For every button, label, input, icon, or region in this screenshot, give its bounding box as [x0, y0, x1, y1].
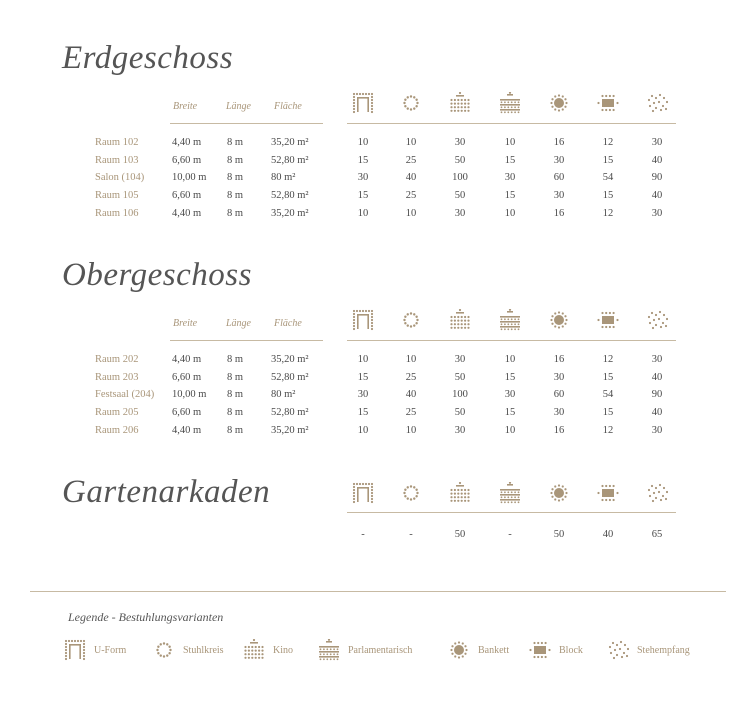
capacity-value: 10	[405, 208, 417, 219]
capacity-value: 25	[405, 190, 417, 201]
room-name: Raum 105	[95, 190, 139, 201]
room-area: 80 m²	[271, 172, 296, 183]
room-width: 4,40 m	[172, 354, 202, 365]
column-header-breite: Breite	[173, 318, 198, 329]
stuhlkreis-icon	[400, 482, 422, 508]
capacity-value: 15	[357, 372, 369, 383]
capacity-value: 10	[357, 208, 369, 219]
room-length: 8 m	[227, 389, 244, 400]
kino-icon	[449, 309, 471, 335]
room-area: 35,20 m²	[271, 208, 309, 219]
bankett-icon	[548, 92, 570, 118]
legend-label: Stehempfang	[637, 644, 690, 656]
room-area: 52,80 m²	[271, 155, 309, 166]
capacity-value: 25	[405, 155, 417, 166]
capacity-value: 40	[651, 155, 663, 166]
capacity-value: 12	[602, 208, 614, 219]
capacity-value: 30	[454, 208, 466, 219]
capacity-value: 50	[454, 407, 466, 418]
capacity-value: 30	[504, 389, 516, 400]
parlamentarisch-icon	[499, 482, 521, 508]
capacity-value: 60	[553, 172, 565, 183]
capacity-value: 30	[651, 137, 663, 148]
capacity-value: 100	[452, 389, 468, 400]
legend-item-u-form	[64, 640, 126, 660]
capacity-value: 30	[553, 372, 565, 383]
capacity-value: 65	[651, 529, 663, 540]
room-length: 8 m	[227, 425, 244, 436]
room-name: Festsaal (204)	[95, 389, 155, 400]
room-name: Raum 205	[95, 407, 139, 418]
capacity-value: 40	[602, 529, 614, 540]
capacity-value: 10	[357, 137, 369, 148]
u-form-icon	[352, 482, 374, 508]
capacity-value: 10	[504, 137, 516, 148]
capacity-value: 30	[553, 407, 565, 418]
room-width: 10,00 m	[172, 389, 207, 400]
capacity-value: 16	[553, 425, 565, 436]
kino-icon	[243, 639, 265, 661]
capacity-value: 15	[357, 155, 369, 166]
header-rule-right	[347, 512, 676, 513]
legend-divider	[30, 591, 726, 592]
capacity-value: 10	[405, 425, 417, 436]
capacity-value: 30	[651, 354, 663, 365]
u-form-icon	[352, 309, 374, 335]
capacity-value: 30	[454, 354, 466, 365]
capacity-value: 15	[357, 407, 369, 418]
room-name: Raum 102	[95, 137, 139, 148]
room-length: 8 m	[227, 208, 244, 219]
capacity-value: 16	[553, 137, 565, 148]
capacity-value: 12	[602, 425, 614, 436]
capacity-value: 50	[454, 190, 466, 201]
capacity-value: 15	[357, 190, 369, 201]
capacity-value: 30	[454, 137, 466, 148]
capacity-value: 30	[651, 425, 663, 436]
room-width: 6,60 m	[172, 155, 202, 166]
stehempfang-icon	[607, 639, 629, 661]
room-name: Raum 206	[95, 425, 139, 436]
capacity-value: 15	[602, 155, 614, 166]
column-header-laenge: Länge	[226, 318, 251, 329]
capacity-value: 40	[651, 372, 663, 383]
room-name: Raum 106	[95, 208, 139, 219]
legend-label: Kino	[273, 644, 293, 656]
section-title: Obergeschoss	[62, 257, 252, 293]
parlamentarisch-icon	[499, 309, 521, 335]
legend-label: Parlamentarisch	[348, 644, 413, 656]
legend-item-kino	[243, 640, 293, 660]
capacity-value: 15	[504, 407, 516, 418]
capacity-value: 90	[651, 389, 663, 400]
legend-item-stehempfang	[607, 640, 690, 660]
capacity-value: 12	[602, 354, 614, 365]
capacity-value: 10	[357, 354, 369, 365]
room-length: 8 m	[227, 155, 244, 166]
room-length: 8 m	[227, 190, 244, 201]
capacity-value: 10	[504, 425, 516, 436]
capacity-value: 40	[405, 172, 417, 183]
section-title: Gartenarkaden	[62, 474, 271, 510]
capacity-value: 30	[553, 190, 565, 201]
capacity-value: 10	[504, 208, 516, 219]
legend-item-block	[529, 640, 583, 660]
capacity-value: 40	[405, 389, 417, 400]
room-width: 6,60 m	[172, 372, 202, 383]
room-name: Raum 202	[95, 354, 139, 365]
capacity-value: 40	[651, 190, 663, 201]
kino-icon	[449, 92, 471, 118]
legend-item-stuhlkreis	[153, 640, 224, 660]
capacity-value: 54	[602, 172, 614, 183]
capacity-value: 30	[357, 172, 369, 183]
legend-label: Bankett	[478, 644, 510, 656]
column-header-laenge: Länge	[226, 101, 251, 112]
capacity-value: 40	[651, 407, 663, 418]
capacity-value: 50	[454, 529, 466, 540]
room-length: 8 m	[227, 137, 244, 148]
stuhlkreis-icon	[400, 92, 422, 118]
capacity-value: 50	[454, 372, 466, 383]
stehempfang-icon	[646, 92, 668, 118]
capacity-value: 25	[405, 407, 417, 418]
capacity-value: 30	[651, 208, 663, 219]
room-width: 6,60 m	[172, 190, 202, 201]
capacity-value: 100	[452, 172, 468, 183]
parlamentarisch-icon	[499, 92, 521, 118]
capacity-value: 15	[602, 190, 614, 201]
capacity-value: 15	[504, 190, 516, 201]
block-icon	[597, 309, 619, 335]
room-area: 52,80 m²	[271, 372, 309, 383]
stuhlkreis-icon	[400, 309, 422, 335]
capacity-value: 30	[357, 389, 369, 400]
capacity-value: -	[361, 529, 365, 540]
block-icon	[597, 92, 619, 118]
legend-label: Block	[559, 644, 583, 656]
column-header-flaeche: Fläche	[274, 318, 302, 329]
capacity-value: 10	[357, 425, 369, 436]
parlamentarisch-icon	[318, 639, 340, 661]
capacity-value: 10	[405, 137, 417, 148]
room-area: 52,80 m²	[271, 407, 309, 418]
section-title: Erdgeschoss	[62, 40, 234, 76]
u-form-icon	[352, 92, 374, 118]
legend-item-bankett	[448, 640, 509, 660]
capacity-value: 10	[504, 354, 516, 365]
capacity-value: 30	[553, 155, 565, 166]
room-area: 35,20 m²	[271, 354, 309, 365]
capacity-value: 16	[553, 354, 565, 365]
room-length: 8 m	[227, 372, 244, 383]
capacity-value: 10	[405, 354, 417, 365]
capacity-value: 15	[602, 372, 614, 383]
room-length: 8 m	[227, 407, 244, 418]
column-header-breite: Breite	[173, 101, 198, 112]
room-area: 35,20 m²	[271, 425, 309, 436]
room-name: Raum 203	[95, 372, 139, 383]
room-area: 35,20 m²	[271, 137, 309, 148]
room-length: 8 m	[227, 172, 244, 183]
capacity-value: 15	[504, 372, 516, 383]
capacity-value: -	[409, 529, 413, 540]
capacity-value: 60	[553, 389, 565, 400]
kino-icon	[449, 482, 471, 508]
bankett-icon	[548, 482, 570, 508]
legend-item-parlamentarisch	[318, 640, 412, 660]
room-area: 52,80 m²	[271, 190, 309, 201]
legend-title: Legende - Bestuhlungsvarianten	[68, 610, 224, 624]
block-icon	[529, 639, 551, 661]
u-form-icon	[64, 639, 86, 661]
room-width: 6,60 m	[172, 407, 202, 418]
capacity-value: 30	[504, 172, 516, 183]
capacity-value: 25	[405, 372, 417, 383]
room-area: 80 m²	[271, 389, 296, 400]
room-width: 4,40 m	[172, 425, 202, 436]
room-name: Raum 103	[95, 155, 139, 166]
stehempfang-icon	[646, 309, 668, 335]
capacity-value: 90	[651, 172, 663, 183]
capacity-value: 50	[454, 155, 466, 166]
capacity-value: 15	[504, 155, 516, 166]
bankett-icon	[448, 639, 470, 661]
stehempfang-icon	[646, 482, 668, 508]
capacity-value: 54	[602, 389, 614, 400]
capacity-value: 12	[602, 137, 614, 148]
block-icon	[597, 482, 619, 508]
stuhlkreis-icon	[153, 639, 175, 661]
capacity-value: 30	[454, 425, 466, 436]
capacity-value: 50	[553, 529, 565, 540]
room-length: 8 m	[227, 354, 244, 365]
room-name: Salon (104)	[95, 172, 145, 183]
capacity-value: 15	[602, 407, 614, 418]
room-width: 4,40 m	[172, 208, 202, 219]
legend-label: Stuhlkreis	[183, 644, 224, 656]
bankett-icon	[548, 309, 570, 335]
room-width: 10,00 m	[172, 172, 207, 183]
column-header-flaeche: Fläche	[274, 101, 302, 112]
room-width: 4,40 m	[172, 137, 202, 148]
legend-label: U-Form	[94, 644, 127, 656]
capacity-value: -	[508, 529, 512, 540]
capacity-value: 16	[553, 208, 565, 219]
